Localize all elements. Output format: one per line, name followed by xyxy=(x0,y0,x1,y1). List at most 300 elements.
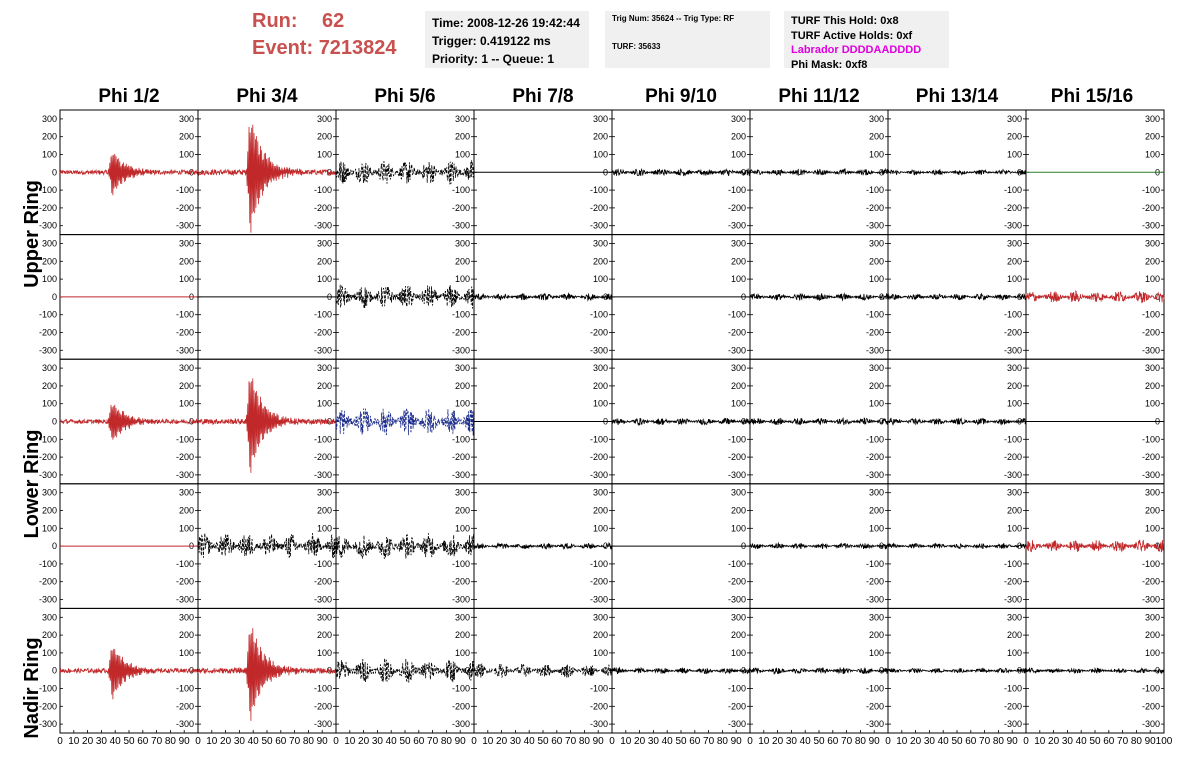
y-tick-label: 200 xyxy=(178,630,194,641)
y-tick-label: 100 xyxy=(178,523,194,534)
y-tick-label: 0 xyxy=(51,291,57,302)
y-tick-label: 0 xyxy=(51,416,57,427)
y-tick-label: -300 xyxy=(1003,469,1022,480)
x-tick-label: 90 xyxy=(454,736,466,747)
y-tick-label: -200 xyxy=(313,701,332,712)
trace-r1-c7 xyxy=(1026,291,1164,303)
phi-header-3: Phi 5/6 xyxy=(374,86,436,107)
y-tick-label: 0 xyxy=(464,167,470,178)
y-tick-label: 200 xyxy=(41,380,57,391)
y-tick-label: 300 xyxy=(730,238,746,249)
y-tick-label: 200 xyxy=(1144,256,1160,267)
y-tick-label: 200 xyxy=(178,505,194,516)
x-tick-label: 30 xyxy=(371,736,383,747)
priority-text: Priority: 1 -- Queue: 1 xyxy=(432,52,555,66)
y-tick-label: 0 xyxy=(602,541,608,552)
y-tick-label: -300 xyxy=(727,469,746,480)
y-tick-label: 100 xyxy=(454,523,470,534)
y-tick-label: 300 xyxy=(41,487,57,498)
y-tick-label: 300 xyxy=(41,113,57,124)
x-tick-label: 90 xyxy=(1006,736,1018,747)
y-tick-label: -100 xyxy=(451,185,470,196)
y-tick-label: -200 xyxy=(175,327,194,338)
y-tick-label: -300 xyxy=(589,220,608,231)
y-tick-label: 100 xyxy=(41,398,57,409)
y-tick-label: 300 xyxy=(316,238,332,249)
y-tick-label: 0 xyxy=(464,665,470,676)
x-tick-label: 60 xyxy=(689,736,701,747)
y-tick-label: 100 xyxy=(316,647,332,658)
x-tick-label: 60 xyxy=(551,736,563,747)
y-tick-label: 300 xyxy=(454,113,470,124)
y-tick-label: 300 xyxy=(454,238,470,249)
y-tick-label: -100 xyxy=(727,309,746,320)
x-tick-label: 90 xyxy=(178,736,190,747)
ring-label-lower: Lower Ring xyxy=(21,429,43,539)
y-tick-label: -300 xyxy=(38,594,57,605)
x-tick-label: 20 xyxy=(82,736,94,747)
y-tick-label: -100 xyxy=(865,558,884,569)
y-tick-label: 0 xyxy=(326,167,332,178)
y-tick-label: 200 xyxy=(730,505,746,516)
x-tick-label: 10 xyxy=(1034,736,1046,747)
y-tick-label: 300 xyxy=(454,487,470,498)
y-tick-label: 100 xyxy=(592,149,608,160)
y-tick-label: -300 xyxy=(1141,220,1160,231)
y-tick-label: -200 xyxy=(175,202,194,213)
y-tick-label: 100 xyxy=(1144,647,1160,658)
y-tick-label: -300 xyxy=(175,220,194,231)
y-tick-label: -200 xyxy=(451,327,470,338)
trace-r3-c7 xyxy=(1026,540,1164,552)
y-tick-label: -300 xyxy=(313,594,332,605)
y-tick-label: 100 xyxy=(178,647,194,658)
y-tick-label: -200 xyxy=(589,576,608,587)
y-tick-label: 0 xyxy=(188,665,194,676)
y-tick-label: -100 xyxy=(451,558,470,569)
x-tick-label: 70 xyxy=(1117,736,1129,747)
x-tick-label: 80 xyxy=(716,736,728,747)
y-tick-label: -300 xyxy=(38,345,57,356)
turf-hold-text: TURF This Hold: 0x8 xyxy=(791,15,899,27)
y-tick-label: -200 xyxy=(1141,327,1160,338)
y-tick-label: -200 xyxy=(1003,701,1022,712)
trace-r0-c6 xyxy=(888,170,1026,175)
x-tick-label: 10 xyxy=(68,736,80,747)
y-tick-label: -100 xyxy=(589,558,608,569)
y-tick-label: -100 xyxy=(589,683,608,694)
y-tick-label: 0 xyxy=(51,167,57,178)
y-tick-label: -200 xyxy=(38,327,57,338)
x-tick-label: 30 xyxy=(647,736,659,747)
y-tick-label: 300 xyxy=(592,487,608,498)
trace-r2-c5 xyxy=(750,418,888,425)
x-tick-label: 10 xyxy=(344,736,356,747)
y-tick-label: 200 xyxy=(454,380,470,391)
y-tick-label: 0 xyxy=(602,416,608,427)
trig-num-text: Trig Num: 35624 -- Trig Type: RF xyxy=(612,14,735,23)
y-tick-label: -200 xyxy=(451,576,470,587)
y-tick-label: 0 xyxy=(1154,167,1160,178)
y-tick-label: 200 xyxy=(1144,131,1160,142)
y-tick-label: 0 xyxy=(1154,665,1160,676)
y-tick-label: 100 xyxy=(41,149,57,160)
x-tick-label: 50 xyxy=(675,736,687,747)
y-tick-label: -200 xyxy=(175,452,194,463)
y-tick-label: -100 xyxy=(1003,434,1022,445)
y-tick-label: 100 xyxy=(41,523,57,534)
y-tick-label: -200 xyxy=(589,327,608,338)
y-tick-label: 100 xyxy=(454,274,470,285)
x-tick-label: 20 xyxy=(910,736,922,747)
trace-r0-c2 xyxy=(336,161,474,185)
y-tick-label: 300 xyxy=(1006,238,1022,249)
x-tick-label: 60 xyxy=(827,736,839,747)
x-tick-label: 70 xyxy=(151,736,163,747)
x-tick-label: 20 xyxy=(772,736,784,747)
x-tick-label: 10 xyxy=(896,736,908,747)
y-tick-label: 200 xyxy=(868,131,884,142)
y-tick-label: 100 xyxy=(316,523,332,534)
y-tick-label: 0 xyxy=(740,665,746,676)
y-tick-label: 0 xyxy=(464,541,470,552)
phi-header-6: Phi 11/12 xyxy=(778,86,860,107)
x-tick-label: 20 xyxy=(1048,736,1060,747)
y-tick-label: 100 xyxy=(730,647,746,658)
y-tick-label: -300 xyxy=(865,345,884,356)
y-tick-label: 200 xyxy=(316,380,332,391)
trace-r2-c2 xyxy=(336,409,474,436)
x-tick-label: 0 xyxy=(1023,736,1029,747)
y-tick-label: 200 xyxy=(592,131,608,142)
run-label: Run: xyxy=(252,10,298,32)
y-tick-label: 200 xyxy=(316,131,332,142)
y-tick-label: -100 xyxy=(727,558,746,569)
y-tick-label: -300 xyxy=(1003,719,1022,730)
y-tick-label: -100 xyxy=(175,309,194,320)
y-tick-label: -300 xyxy=(865,469,884,480)
y-tick-label: 300 xyxy=(592,113,608,124)
y-tick-label: 0 xyxy=(188,541,194,552)
phi-header-4: Phi 7/8 xyxy=(512,86,574,107)
y-tick-label: -200 xyxy=(589,701,608,712)
y-tick-label: 200 xyxy=(454,505,470,516)
y-tick-label: -200 xyxy=(313,327,332,338)
y-tick-label: 300 xyxy=(730,612,746,623)
y-tick-label: 100 xyxy=(454,149,470,160)
y-tick-label: 100 xyxy=(1144,149,1160,160)
y-tick-label: 300 xyxy=(178,363,194,374)
x-tick-label: 90 xyxy=(316,736,328,747)
y-tick-label: 200 xyxy=(41,630,57,641)
y-tick-label: -100 xyxy=(313,185,332,196)
x-tick-label: 0 xyxy=(609,736,615,747)
y-tick-label: 200 xyxy=(868,256,884,267)
y-tick-label: -200 xyxy=(38,701,57,712)
y-tick-label: -200 xyxy=(313,452,332,463)
x-tick-label: 20 xyxy=(220,736,232,747)
y-tick-label: 300 xyxy=(730,113,746,124)
trace-r4-c4 xyxy=(612,665,750,676)
y-tick-label: 200 xyxy=(454,131,470,142)
y-tick-label: -300 xyxy=(1141,594,1160,605)
y-tick-label: 300 xyxy=(1144,612,1160,623)
y-tick-label: -200 xyxy=(1141,576,1160,587)
y-tick-label: 200 xyxy=(592,505,608,516)
y-tick-label: -200 xyxy=(451,202,470,213)
y-tick-label: 100 xyxy=(1144,274,1160,285)
y-tick-label: 300 xyxy=(178,612,194,623)
x-tick-label: 10 xyxy=(620,736,632,747)
y-tick-label: 0 xyxy=(740,167,746,178)
y-tick-label: 100 xyxy=(592,647,608,658)
y-tick-label: 300 xyxy=(730,363,746,374)
y-tick-label: 200 xyxy=(1006,630,1022,641)
y-tick-label: 200 xyxy=(1006,131,1022,142)
y-tick-label: 100 xyxy=(316,149,332,160)
y-tick-label: -200 xyxy=(727,452,746,463)
x-tick-label: 50 xyxy=(813,736,825,747)
x-tick-label: 30 xyxy=(785,736,797,747)
y-tick-label: 100 xyxy=(1144,398,1160,409)
y-tick-label: 300 xyxy=(1144,113,1160,124)
y-tick-label: 0 xyxy=(740,541,746,552)
y-tick-label: 300 xyxy=(316,612,332,623)
x-tick-label: 80 xyxy=(854,736,866,747)
y-tick-label: 0 xyxy=(602,665,608,676)
y-tick-label: 0 xyxy=(1016,541,1022,552)
trace-r3-c3 xyxy=(474,541,612,552)
y-tick-label: 300 xyxy=(178,238,194,249)
y-tick-label: -100 xyxy=(38,683,57,694)
y-tick-label: 0 xyxy=(1016,665,1022,676)
y-tick-label: 300 xyxy=(316,363,332,374)
trace-r3-c6 xyxy=(888,544,1026,549)
y-tick-label: -100 xyxy=(313,434,332,445)
y-tick-label: -100 xyxy=(865,434,884,445)
y-tick-label: -200 xyxy=(38,202,57,213)
x-tick-label: 60 xyxy=(413,736,425,747)
y-tick-label: -100 xyxy=(727,434,746,445)
y-tick-label: 100 xyxy=(1006,398,1022,409)
x-tick-label: 80 xyxy=(440,736,452,747)
trace-r2-c6 xyxy=(888,416,1026,427)
x-tick-label: 30 xyxy=(95,736,107,747)
x-tick-label: 40 xyxy=(799,736,811,747)
x-tick-label: 40 xyxy=(523,736,535,747)
trace-r4-c6 xyxy=(888,668,1026,673)
trace-r1-c5 xyxy=(750,293,888,300)
phi-header-1: Phi 1/2 xyxy=(98,86,160,107)
y-tick-label: 100 xyxy=(316,274,332,285)
y-tick-label: 0 xyxy=(464,291,470,302)
y-tick-label: -100 xyxy=(451,683,470,694)
y-tick-label: 0 xyxy=(326,291,332,302)
y-tick-label: 200 xyxy=(592,630,608,641)
phi-header-2: Phi 3/4 xyxy=(236,86,298,107)
y-tick-label: -100 xyxy=(175,558,194,569)
y-tick-label: 300 xyxy=(1144,487,1160,498)
y-tick-label: -100 xyxy=(589,434,608,445)
trace-r0-c4 xyxy=(612,169,750,177)
x-tick-label: 60 xyxy=(1103,736,1115,747)
x-tick-label: 50 xyxy=(123,736,135,747)
y-tick-label: -300 xyxy=(313,719,332,730)
y-tick-label: -300 xyxy=(589,719,608,730)
x-tick-label: 0 xyxy=(57,736,63,747)
y-tick-label: 300 xyxy=(592,612,608,623)
y-tick-label: -100 xyxy=(175,185,194,196)
y-tick-label: 0 xyxy=(878,291,884,302)
ring-label-upper: Upper Ring xyxy=(21,180,43,288)
turf-active-text: TURF Active Holds: 0xf xyxy=(791,29,913,42)
trace-r1-c6 xyxy=(888,291,1026,302)
y-tick-label: 300 xyxy=(868,487,884,498)
y-tick-label: -300 xyxy=(865,220,884,231)
y-tick-label: 0 xyxy=(1154,541,1160,552)
x-tick-label: 90 xyxy=(592,736,604,747)
y-tick-label: -300 xyxy=(1003,345,1022,356)
x-tick-label: 90 xyxy=(1144,736,1156,747)
y-tick-label: 200 xyxy=(454,630,470,641)
y-tick-label: 200 xyxy=(1144,380,1160,391)
x-tick-label: 20 xyxy=(496,736,508,747)
y-tick-label: 100 xyxy=(592,523,608,534)
y-tick-label: -200 xyxy=(1003,576,1022,587)
y-tick-label: 200 xyxy=(316,630,332,641)
trace-r3-c5 xyxy=(750,541,888,552)
y-tick-label: 100 xyxy=(1006,274,1022,285)
y-tick-label: -200 xyxy=(313,202,332,213)
y-tick-label: 300 xyxy=(1006,487,1022,498)
y-tick-label: -200 xyxy=(451,701,470,712)
x-tick-label: 80 xyxy=(578,736,590,747)
y-tick-label: 300 xyxy=(41,612,57,623)
y-tick-label: -100 xyxy=(865,683,884,694)
y-tick-label: 0 xyxy=(326,541,332,552)
y-tick-label: -300 xyxy=(1003,594,1022,605)
y-tick-label: 100 xyxy=(868,398,884,409)
y-tick-label: 100 xyxy=(868,647,884,658)
y-tick-label: 300 xyxy=(868,363,884,374)
y-tick-label: -200 xyxy=(727,202,746,213)
y-tick-label: -100 xyxy=(313,683,332,694)
trace-r0-c5 xyxy=(750,167,888,178)
y-tick-label: 0 xyxy=(51,665,57,676)
y-tick-label: -100 xyxy=(1003,558,1022,569)
x-tick-label: 70 xyxy=(703,736,715,747)
y-tick-label: 300 xyxy=(1006,612,1022,623)
x-tick-label: 20 xyxy=(634,736,646,747)
y-tick-label: 300 xyxy=(316,487,332,498)
y-tick-label: 0 xyxy=(188,167,194,178)
y-tick-label: 0 xyxy=(878,665,884,676)
y-tick-label: -300 xyxy=(451,220,470,231)
y-tick-label: 200 xyxy=(316,256,332,267)
y-tick-label: -300 xyxy=(175,345,194,356)
x-tick-label: 50 xyxy=(261,736,273,747)
y-tick-label: 0 xyxy=(326,416,332,427)
event-value: 7213824 xyxy=(318,37,397,59)
trace-r3-c1 xyxy=(198,533,336,558)
y-tick-label: -200 xyxy=(589,202,608,213)
trace-r4-c3 xyxy=(474,664,612,678)
x-tick-label: 70 xyxy=(979,736,991,747)
y-tick-label: -300 xyxy=(727,220,746,231)
x-tick-label: 40 xyxy=(385,736,397,747)
y-tick-label: 200 xyxy=(730,256,746,267)
turf-text: TURF: 35633 xyxy=(612,42,661,51)
x-tick-label: 50 xyxy=(537,736,549,747)
x-tick-label: 70 xyxy=(289,736,301,747)
y-tick-label: 100 xyxy=(1006,647,1022,658)
y-tick-label: 200 xyxy=(592,256,608,267)
y-tick-label: -100 xyxy=(589,185,608,196)
y-tick-label: 100 xyxy=(178,274,194,285)
y-tick-label: 200 xyxy=(1144,505,1160,516)
y-tick-label: 200 xyxy=(1006,380,1022,391)
y-tick-label: 100 xyxy=(178,398,194,409)
y-tick-label: 300 xyxy=(178,113,194,124)
y-tick-label: 100 xyxy=(730,398,746,409)
y-tick-label: -300 xyxy=(38,469,57,480)
y-tick-label: 0 xyxy=(602,167,608,178)
x-tick-label: 30 xyxy=(923,736,935,747)
y-tick-label: -200 xyxy=(865,452,884,463)
y-tick-label: 100 xyxy=(592,274,608,285)
event-label: Event: xyxy=(252,37,314,59)
y-tick-label: 0 xyxy=(602,291,608,302)
x-tick-label: 30 xyxy=(233,736,245,747)
trace-r3-c2 xyxy=(336,533,474,559)
x-tick-label: 20 xyxy=(358,736,370,747)
trace-r4-c7 xyxy=(1026,668,1164,673)
x-tick-label: 30 xyxy=(1061,736,1073,747)
y-tick-label: 300 xyxy=(454,363,470,374)
y-tick-label: -300 xyxy=(175,719,194,730)
trace-r4-c5 xyxy=(750,665,888,676)
y-tick-label: -100 xyxy=(38,185,57,196)
y-tick-label: 100 xyxy=(454,647,470,658)
x-tick-label: 80 xyxy=(164,736,176,747)
y-tick-label: -200 xyxy=(1003,327,1022,338)
x-tick-label: 70 xyxy=(841,736,853,747)
y-tick-label: 0 xyxy=(51,541,57,552)
y-tick-label: 100 xyxy=(730,523,746,534)
x-tick-label: 40 xyxy=(661,736,673,747)
y-tick-label: -100 xyxy=(1141,558,1160,569)
y-tick-label: -100 xyxy=(1141,434,1160,445)
x-tick-label: 0 xyxy=(333,736,339,747)
x-tick-label: 50 xyxy=(399,736,411,747)
y-tick-label: 200 xyxy=(592,380,608,391)
y-tick-label: -300 xyxy=(727,719,746,730)
y-tick-label: 100 xyxy=(454,398,470,409)
x-tick-label: 90 xyxy=(730,736,742,747)
x-tick-label: 0 xyxy=(885,736,891,747)
x-tick-label: 60 xyxy=(137,736,149,747)
y-tick-label: 100 xyxy=(868,274,884,285)
y-tick-label: 100 xyxy=(178,149,194,160)
y-tick-label: -100 xyxy=(727,683,746,694)
x-tick-label: 40 xyxy=(247,736,259,747)
y-tick-label: -300 xyxy=(1141,719,1160,730)
y-tick-label: 200 xyxy=(730,630,746,641)
y-tick-label: 200 xyxy=(316,505,332,516)
y-tick-label: -100 xyxy=(1141,683,1160,694)
y-tick-label: -200 xyxy=(1003,452,1022,463)
y-tick-label: -300 xyxy=(865,594,884,605)
